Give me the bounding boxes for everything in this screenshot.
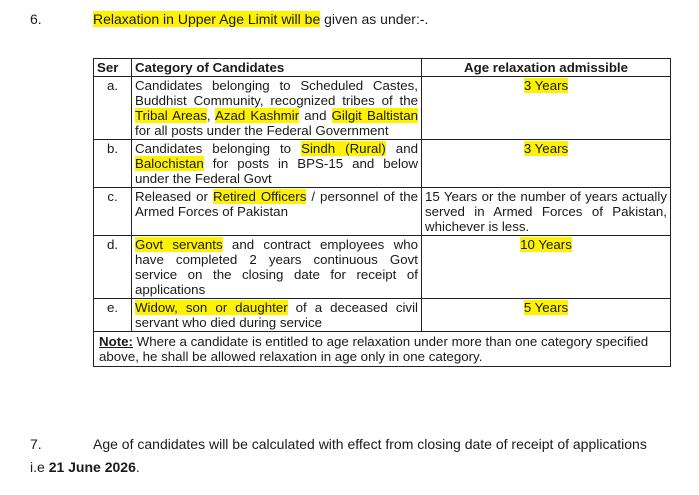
header-relaxation: Age relaxation admissible bbox=[422, 59, 671, 77]
table-row bbox=[94, 299, 671, 332]
category-highlight: Sindh (Rural) bbox=[301, 141, 386, 156]
relaxation-value: 5 Years bbox=[523, 300, 569, 315]
section-6-heading-highlight: Relaxation in Upper Age Limit will be bbox=[93, 11, 321, 27]
row-category bbox=[132, 299, 422, 332]
category-text: Released or bbox=[135, 189, 213, 204]
row-category bbox=[132, 236, 422, 299]
section-7-text: Age of candidates will be calculated with effect from closing date of receipt of applications bbox=[93, 436, 647, 452]
row-ser: e. bbox=[94, 299, 132, 332]
row-ser: b. bbox=[94, 140, 132, 188]
table-row bbox=[94, 236, 671, 299]
section-7-date-line bbox=[30, 459, 140, 476]
relaxation-value: 15 Years or the number of years actually served in Armed Forces of Pakistan, whichever is less. bbox=[425, 189, 667, 234]
relaxation-value: 10 Years bbox=[520, 237, 572, 252]
table-row bbox=[94, 188, 671, 236]
category-text: for posts in BPS-15 and below under the Federal Govt bbox=[135, 156, 418, 186]
header-ser: Ser bbox=[94, 59, 132, 77]
category-highlight: Azad Kashmir bbox=[214, 108, 300, 123]
table-row bbox=[94, 77, 671, 140]
relaxation-value: 3 Years bbox=[523, 141, 569, 156]
category-text: Candidates belonging to Scheduled Castes, Buddhist Community, recognized tribes of the bbox=[135, 78, 418, 108]
relaxation-value: 3 Years bbox=[523, 78, 569, 93]
category-text: for all posts under the Federal Government bbox=[135, 123, 389, 138]
age-relaxation-table bbox=[93, 58, 671, 367]
section-6-number: 6. bbox=[30, 11, 42, 27]
row-category bbox=[132, 77, 422, 140]
note-row bbox=[94, 332, 671, 367]
row-category bbox=[132, 188, 422, 236]
section-6-heading bbox=[93, 11, 428, 28]
table-header-row bbox=[94, 59, 671, 77]
row-relaxation bbox=[422, 188, 671, 236]
date-suffix: . bbox=[135, 459, 140, 475]
category-highlight: Balochistan bbox=[135, 156, 204, 171]
note-label: Note: bbox=[99, 334, 133, 349]
row-ser: c. bbox=[94, 188, 132, 236]
note-cell bbox=[94, 332, 671, 367]
row-relaxation bbox=[422, 77, 671, 140]
date-prefix: i.e bbox=[30, 459, 49, 475]
section-7-number: 7. bbox=[30, 436, 42, 452]
category-highlight: Tribal Areas bbox=[135, 108, 207, 123]
row-ser: a. bbox=[94, 77, 132, 140]
row-category bbox=[132, 140, 422, 188]
category-text: , bbox=[206, 108, 215, 123]
section-6-heading-rest: given as under:-. bbox=[320, 11, 429, 27]
category-text: and contract employees who have completed 2 years continuous Govt service on the closing date for receipt of applications bbox=[135, 237, 418, 297]
category-text: Candidates belonging to bbox=[135, 141, 302, 156]
note-text: Where a candidate is entitled to age relaxation under more than one category specified above, he shall be allowed relaxation in age only in one category. bbox=[99, 334, 649, 364]
table-row bbox=[94, 140, 671, 188]
category-text: and bbox=[299, 108, 332, 123]
category-highlight: Widow, son or daughter bbox=[135, 300, 288, 315]
category-highlight: Gilgit Baltistan bbox=[331, 108, 418, 123]
row-relaxation bbox=[422, 236, 671, 299]
category-highlight: Govt servants bbox=[135, 237, 223, 252]
category-text: and bbox=[385, 141, 418, 156]
row-relaxation bbox=[422, 140, 671, 188]
row-ser: d. bbox=[94, 236, 132, 299]
row-relaxation bbox=[422, 299, 671, 332]
closing-date: 21 June 2026 bbox=[48, 459, 136, 475]
category-text: of a deceased civil servant who died during service bbox=[135, 300, 418, 330]
category-text: / personnel of the Armed Forces of Pakistan bbox=[135, 189, 418, 219]
header-category: Category of Candidates bbox=[132, 59, 422, 77]
category-highlight: Retired Officers bbox=[212, 189, 307, 204]
